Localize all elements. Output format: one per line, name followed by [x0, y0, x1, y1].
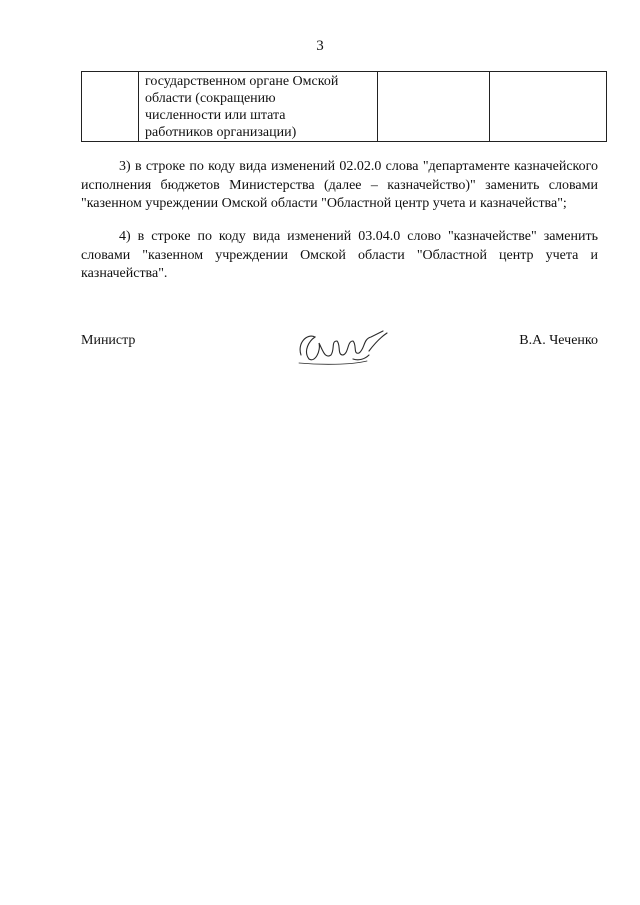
signatory-name: В.А. Чеченко — [519, 333, 598, 348]
signature-block — [81, 333, 598, 363]
amendment-paragraph-4 — [81, 228, 598, 284]
description-line: работников организации) — [145, 125, 297, 140]
description-line: численности или штата — [145, 108, 286, 123]
paragraph-text: в строке по коду вида изменений 02.02.0 слова "департаменте казначейского исполнения бюджетов Министерства (далее – казначейство)" заменить словами "казенном учреждении Омской области "Областной центр учета и казначейства"; — [81, 159, 599, 211]
page-number: 3 — [316, 38, 324, 54]
description-line: государственном органе Омской — [145, 74, 339, 89]
signatory-title: Министр — [81, 333, 136, 348]
table-cell-code — [82, 72, 139, 142]
handwritten-signature — [291, 321, 401, 369]
description-line: области (сокращению — [145, 91, 276, 106]
table-row — [82, 72, 607, 142]
paragraph-number: 4) — [119, 229, 131, 244]
amendments-table-fragment — [81, 71, 607, 142]
paragraph-number: 3) — [119, 159, 131, 174]
paragraph-text: в строке по коду вида изменений 03.04.0 слово "казначействе" заменить словами "казенном учреждении Омской области "Областной центр учета и казначейства". — [81, 229, 598, 281]
table-cell-empty — [490, 72, 607, 142]
table-cell-empty — [378, 72, 490, 142]
table-cell-description — [139, 72, 378, 142]
amendment-paragraph-3 — [81, 158, 598, 214]
